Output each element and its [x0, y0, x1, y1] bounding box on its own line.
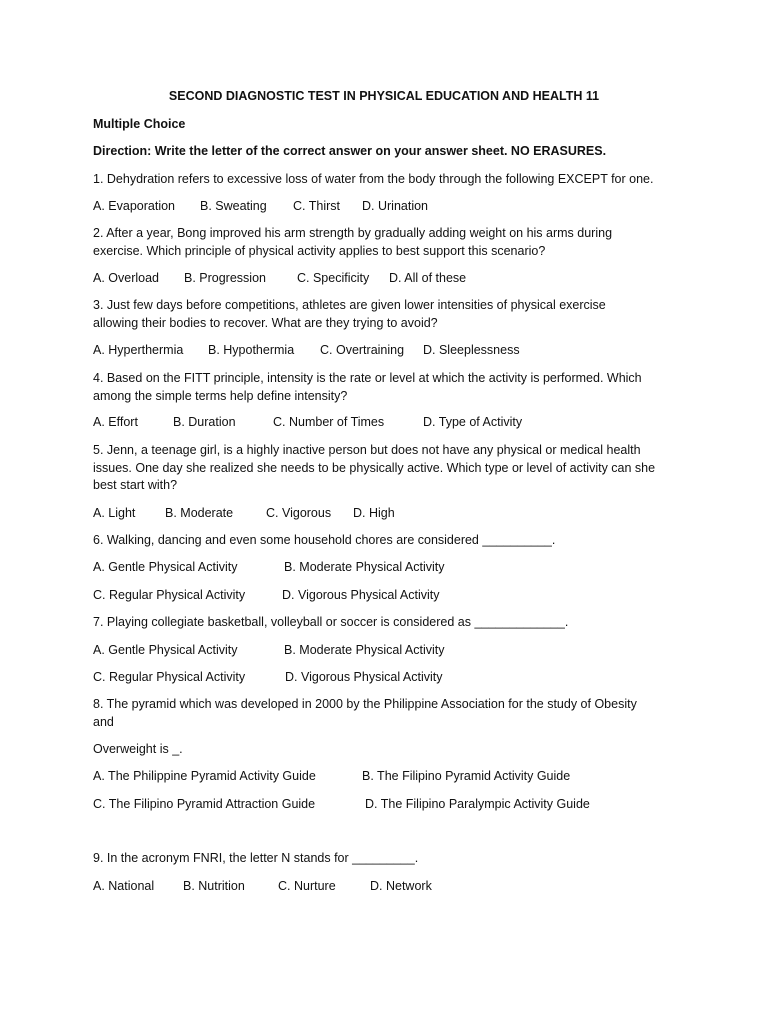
- question-5-text-line-1: 5. Jenn, a teenage girl, is a highly inactive person but does not have any physical or medical health: [93, 443, 641, 457]
- question-3-option-c: C. Overtraining: [320, 343, 405, 357]
- question-8-text-line-3: Overweight is _.: [93, 742, 183, 756]
- question-1-option-b: B. Sweating: [200, 199, 267, 213]
- question-1-option-a: A. Evaporation: [93, 199, 175, 213]
- question-9-option-c: C. Nurture: [278, 879, 336, 893]
- question-1-text: 1. Dehydration refers to excessive loss of water from the body through the following EXCEPT for one.: [93, 172, 654, 186]
- question-2-text-line-1: 2. After a year, Bong improved his arm strength by gradually adding weight on his arms during: [93, 226, 613, 240]
- question-4-text-line-1: 4. Based on the FITT principle, intensity is the rate or level at which the activity is performed. Which: [93, 371, 642, 385]
- question-2-option-a: A. Overload: [93, 271, 160, 285]
- question-7-option-a: A. Gentle Physical Activity: [93, 643, 238, 657]
- document-title: SECOND DIAGNOSTIC TEST IN PHYSICAL EDUCATION AND HEALTH 11: [168, 89, 600, 103]
- question-8-text-line-2: and: [93, 715, 114, 729]
- question-5-option-d: D. High: [353, 506, 395, 520]
- question-4-option-a: A. Effort: [93, 415, 138, 429]
- question-3-option-b: B. Hypothermia: [208, 343, 295, 357]
- question-9-option-b: B. Nutrition: [183, 879, 245, 893]
- question-8-option-a: A. The Philippine Pyramid Activity Guide: [93, 769, 316, 783]
- question-8-text-line-1: 8. The pyramid which was developed in 2000 by the Philippine Association for the study of Obesity: [93, 697, 637, 711]
- question-3-text-line-1: 3. Just few days before competitions, athletes are given lower intensities of physical exercise: [93, 298, 606, 312]
- question-2-option-b: B. Progression: [184, 271, 266, 285]
- question-2-text-line-2: exercise. Which principle of physical activity applies to best support this scenario?: [93, 244, 546, 258]
- question-7-text: 7. Playing collegiate basketball, volleyball or soccer is considered as _____________.: [93, 615, 569, 629]
- question-3-text-line-2: allowing their bodies to recover. What are they trying to avoid?: [93, 316, 438, 330]
- question-7-option-d: D. Vigorous Physical Activity: [285, 670, 443, 684]
- question-5-text-line-2: issues. One day she realized she needs to be physically active. Which type or level of activity can she: [93, 461, 656, 475]
- question-9-text: 9. In the acronym FNRI, the letter N stands for _________.: [93, 851, 419, 865]
- question-6-option-c: C. Regular Physical Activity: [93, 588, 246, 602]
- question-6-option-d: D. Vigorous Physical Activity: [282, 588, 440, 602]
- question-2-option-d: D. All of these: [389, 271, 467, 285]
- question-4-option-b: B. Duration: [173, 415, 236, 429]
- question-9-option-a: A. National: [93, 879, 155, 893]
- question-8-option-c: C. The Filipino Pyramid Attraction Guide: [93, 797, 316, 811]
- question-1-option-d: D. Urination: [362, 199, 428, 213]
- question-4-option-c: C. Number of Times: [273, 415, 385, 429]
- question-3-option-a: A. Hyperthermia: [93, 343, 184, 357]
- question-5-option-a: A. Light: [93, 506, 136, 520]
- question-4-text-line-2: among the simple terms help define intensity?: [93, 389, 348, 403]
- section-heading: Multiple Choice: [93, 117, 186, 131]
- question-4-option-d: D. Type of Activity: [423, 415, 523, 429]
- question-5-option-c: C. Vigorous: [266, 506, 332, 520]
- question-8-option-d: D. The Filipino Paralympic Activity Guide: [365, 797, 590, 811]
- question-6-option-b: B. Moderate Physical Activity: [284, 560, 445, 574]
- question-7-option-c: C. Regular Physical Activity: [93, 670, 246, 684]
- question-7-option-b: B. Moderate Physical Activity: [284, 643, 445, 657]
- question-3-option-d: D. Sleeplessness: [423, 343, 520, 357]
- directions-text: Direction: Write the letter of the correct answer on your answer sheet. NO ERASURES.: [93, 144, 607, 158]
- question-6-option-a: A. Gentle Physical Activity: [93, 560, 238, 574]
- question-6-text: 6. Walking, dancing and even some household chores are considered __________.: [93, 533, 556, 547]
- question-5-option-b: B. Moderate: [165, 506, 234, 520]
- question-9-option-d: D. Network: [370, 879, 432, 893]
- question-2-option-c: C. Specificity: [297, 271, 370, 285]
- question-8-option-b: B. The Filipino Pyramid Activity Guide: [362, 769, 571, 783]
- question-5-text-line-3: best start with?: [93, 478, 178, 492]
- question-1-option-c: C. Thirst: [293, 199, 340, 213]
